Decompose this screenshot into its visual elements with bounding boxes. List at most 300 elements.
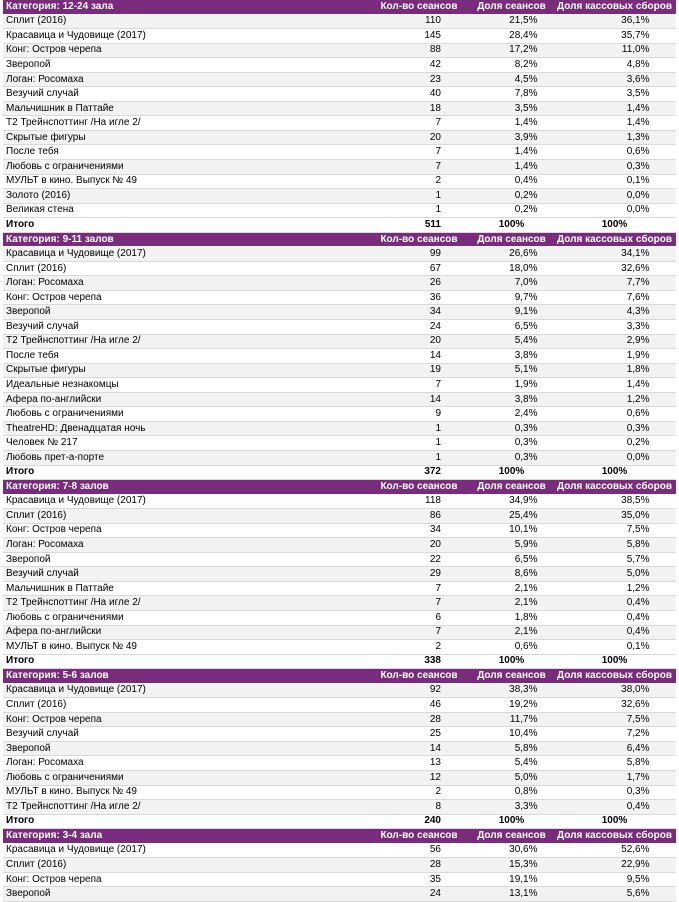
film-title: Великая стена [3, 203, 368, 218]
session-share-value: 4,5% [514, 73, 538, 85]
session-share [470, 247, 553, 262]
box-office-share-value: 5,7% [626, 553, 650, 565]
session-count-value: 36 [429, 291, 441, 303]
table-row [3, 610, 676, 625]
table-row [3, 494, 676, 509]
session-count-value: 86 [429, 509, 441, 521]
session-share-value: 38,3% [509, 684, 538, 696]
box-office-share-value: 4,8% [626, 58, 650, 70]
box-office-share [553, 523, 676, 538]
film-title: Сплит (2016) [3, 14, 368, 29]
box-office-share-value: 35,0% [621, 509, 650, 521]
film-title: Т2 Трейнспоттинг /На игле 2/ [3, 800, 368, 815]
session-count [368, 756, 470, 771]
box-office-share-value: 32,6% [621, 699, 650, 711]
table-row [3, 567, 676, 582]
session-share-value: 1,4% [514, 117, 538, 129]
film-title: Т2 Трейнспоттинг /На игле 2/ [3, 596, 368, 611]
box-office-share [553, 247, 676, 262]
category-header [3, 0, 676, 14]
session-share-value: 17,2% [509, 44, 538, 56]
box-office-share-value: 0,2% [626, 437, 650, 449]
table-row [3, 29, 676, 44]
table-row [3, 334, 676, 349]
total-label: Итого [3, 465, 368, 480]
category-title: Категория: 5-6 залов [3, 669, 368, 684]
box-office-share [553, 58, 676, 73]
box-office-share [553, 581, 676, 596]
box-office-share-value: 52,6% [621, 844, 650, 856]
session-share-value: 0,3% [514, 451, 538, 463]
table-row [3, 189, 676, 204]
box-office-share-value: 1,4% [626, 117, 650, 129]
film-title: TheatreHD: Двенадцатая ночь [3, 421, 368, 436]
session-count-value: 56 [429, 844, 441, 856]
box-office-share [553, 727, 676, 742]
box-office-share-value: 0,1% [626, 175, 650, 187]
session-count-value: 7 [435, 117, 441, 129]
table-row [3, 683, 676, 698]
box-office-share-value: 0,0% [626, 189, 650, 201]
box-office-share-value: 6,4% [626, 742, 650, 754]
film-title: Логан: Росомаха [3, 756, 368, 771]
box-office-share [553, 567, 676, 582]
box-office-share [553, 378, 676, 393]
table-row [3, 843, 676, 858]
session-share-value: 1,9% [514, 378, 538, 390]
session-count-value: 34 [429, 306, 441, 318]
session-count-value: 1 [435, 189, 441, 201]
session-share [470, 145, 553, 160]
column-header-sessions: Кол-во сеансов [368, 480, 470, 495]
film-title: Любовь с ограничениями [3, 407, 368, 422]
box-office-share-value: 1,7% [626, 771, 650, 783]
category-title: Категория: 3-4 зала [3, 829, 368, 844]
session-share [470, 494, 553, 509]
column-header-sessions: Кол-во сеансов [368, 232, 470, 247]
table-row [3, 261, 676, 276]
session-count [368, 683, 470, 698]
film-title: Везучий случай [3, 87, 368, 102]
total-box-value: 100% [601, 466, 628, 478]
box-office-share-value: 0,6% [626, 146, 650, 158]
total-share-value: 100% [498, 218, 525, 230]
total-row [3, 654, 676, 669]
session-share [470, 14, 553, 29]
box-office-share [553, 87, 676, 102]
session-share-value: 9,1% [514, 306, 538, 318]
session-count-value: 19 [429, 364, 441, 376]
session-share [470, 785, 553, 800]
session-share-value: 0,3% [514, 422, 538, 434]
session-share [470, 29, 553, 44]
box-office-share-value: 0,3% [626, 786, 650, 798]
box-office-share-value: 11,0% [621, 44, 650, 56]
column-header-box: Доля кассовых сборов [553, 829, 676, 844]
session-share-value: 5,4% [514, 757, 538, 769]
session-count-value: 67 [429, 262, 441, 274]
table-row [3, 872, 676, 887]
session-share-value: 28,4% [509, 29, 538, 41]
box-office-share-value: 7,7% [626, 277, 650, 289]
box-office-share [553, 596, 676, 611]
session-share-value: 0,2% [514, 189, 538, 201]
category-header [3, 480, 676, 495]
box-office-share-value: 1,3% [626, 131, 650, 143]
session-count [368, 581, 470, 596]
session-share-value: 6,5% [514, 320, 538, 332]
box-office-share [553, 189, 676, 204]
session-count [368, 785, 470, 800]
session-share-value: 26,6% [509, 248, 538, 260]
film-title: Конг: Остров черепа [3, 290, 368, 305]
box-office-share [553, 72, 676, 87]
session-share-value: 0,3% [514, 437, 538, 449]
cinema-stats-sheet [3, 0, 676, 902]
box-office-share [553, 538, 676, 553]
film-title: Любовь с ограничениями [3, 160, 368, 175]
total-row [3, 814, 676, 829]
box-office-share-value: 22,9% [621, 859, 650, 871]
session-count [368, 450, 470, 465]
session-share-value: 3,8% [514, 393, 538, 405]
session-count [368, 596, 470, 611]
box-office-share [553, 741, 676, 756]
session-count [368, 843, 470, 858]
film-title: Конг: Остров черепа [3, 872, 368, 887]
box-office-share [553, 698, 676, 713]
session-count [368, 349, 470, 364]
session-count [368, 538, 470, 553]
box-office-share [553, 712, 676, 727]
session-count-value: 40 [429, 88, 441, 100]
box-office-share [553, 392, 676, 407]
session-count [368, 334, 470, 349]
session-share-value: 0,2% [514, 204, 538, 216]
table-row [3, 538, 676, 553]
table-row [3, 421, 676, 436]
table-row [3, 58, 676, 73]
table-row [3, 640, 676, 655]
film-title: После тебя [3, 349, 368, 364]
box-office-share-value: 38,5% [621, 495, 650, 507]
session-count-value: 6 [435, 611, 441, 623]
session-share [470, 727, 553, 742]
box-office-share [553, 610, 676, 625]
box-office-share [553, 552, 676, 567]
table-row [3, 43, 676, 58]
total-box [553, 465, 676, 480]
session-count [368, 116, 470, 131]
box-office-share-value: 38,0% [621, 684, 650, 696]
total-share [470, 654, 553, 669]
box-office-share-value: 0,1% [626, 640, 650, 652]
box-office-share-value: 32,6% [621, 262, 650, 274]
box-office-share-value: 1,9% [626, 349, 650, 361]
session-count [368, 392, 470, 407]
session-count-value: 20 [429, 131, 441, 143]
session-share-value: 34,9% [509, 495, 538, 507]
box-office-share-value: 7,6% [626, 291, 650, 303]
film-title: Сплит (2016) [3, 261, 368, 276]
session-share-value: 3,3% [514, 800, 538, 812]
session-count [368, 640, 470, 655]
film-title: Скрытые фигуры [3, 130, 368, 145]
session-share-value: 2,4% [514, 408, 538, 420]
table-row [3, 450, 676, 465]
session-share-value: 0,4% [514, 175, 538, 187]
film-title: Человек № 217 [3, 436, 368, 451]
session-share [470, 58, 553, 73]
total-sessions [368, 218, 470, 233]
column-header-sessions: Кол-во сеансов [368, 0, 470, 14]
session-share-value: 6,5% [514, 553, 538, 565]
session-share-value: 5,1% [514, 364, 538, 376]
session-share-value: 5,8% [514, 742, 538, 754]
box-office-share [553, 421, 676, 436]
session-share-value: 18,0% [509, 262, 538, 274]
film-title: Золото (2016) [3, 189, 368, 204]
box-office-share [553, 509, 676, 524]
session-count-value: 34 [429, 524, 441, 536]
box-office-share-value: 0,6% [626, 408, 650, 420]
table-row [3, 887, 676, 902]
session-share-value: 2,1% [514, 626, 538, 638]
table-row [3, 130, 676, 145]
film-title: Афера по-английски [3, 625, 368, 640]
category-header [3, 829, 676, 844]
box-office-share-value: 36,1% [621, 15, 650, 27]
box-office-share [553, 843, 676, 858]
session-share-value: 3,8% [514, 349, 538, 361]
session-count-value: 99 [429, 248, 441, 260]
box-office-share [553, 450, 676, 465]
box-office-share [553, 858, 676, 873]
session-count [368, 800, 470, 815]
session-count-value: 20 [429, 335, 441, 347]
session-count [368, 552, 470, 567]
total-sessions [368, 814, 470, 829]
table-row [3, 625, 676, 640]
film-title: Скрытые фигуры [3, 363, 368, 378]
box-office-share-value: 1,8% [626, 364, 650, 376]
box-office-share-value: 3,5% [626, 88, 650, 100]
total-box [553, 654, 676, 669]
box-office-share [553, 43, 676, 58]
session-count-value: 88 [429, 44, 441, 56]
total-label: Итого [3, 654, 368, 669]
session-count-value: 2 [435, 786, 441, 798]
session-share-value: 0,6% [514, 640, 538, 652]
session-share [470, 872, 553, 887]
session-share [470, 581, 553, 596]
film-title: Сплит (2016) [3, 858, 368, 873]
session-share-value: 1,4% [514, 146, 538, 158]
session-count-value: 2 [435, 640, 441, 652]
box-office-share [553, 261, 676, 276]
total-row [3, 465, 676, 480]
session-share [470, 610, 553, 625]
session-share-value: 3,5% [514, 102, 538, 114]
box-office-share [553, 683, 676, 698]
session-share [470, 116, 553, 131]
session-share-value: 21,5% [509, 15, 538, 27]
box-office-share [553, 887, 676, 902]
session-share-value: 5,4% [514, 335, 538, 347]
session-count [368, 712, 470, 727]
box-office-share-value: 9,5% [626, 873, 650, 885]
film-title: Красавица и Чудовище (2017) [3, 683, 368, 698]
box-office-share [553, 320, 676, 335]
box-office-share [553, 872, 676, 887]
session-share [470, 290, 553, 305]
session-count [368, 363, 470, 378]
box-office-share [553, 29, 676, 44]
session-count-value: 1 [435, 451, 441, 463]
session-count [368, 43, 470, 58]
box-office-share-value: 0,4% [626, 800, 650, 812]
session-share-value: 0,8% [514, 786, 538, 798]
table-row [3, 770, 676, 785]
box-office-share-value: 5,6% [626, 888, 650, 900]
table-row [3, 741, 676, 756]
session-count [368, 305, 470, 320]
session-count [368, 160, 470, 175]
session-count-value: 26 [429, 277, 441, 289]
session-count [368, 770, 470, 785]
table-row [3, 727, 676, 742]
box-office-share-value: 5,8% [626, 757, 650, 769]
box-office-share [553, 276, 676, 291]
total-share-value: 100% [498, 815, 525, 827]
box-office-share-value: 7,2% [626, 728, 650, 740]
total-sessions [368, 654, 470, 669]
table-row [3, 407, 676, 422]
session-count [368, 625, 470, 640]
session-count-value: 14 [429, 742, 441, 754]
box-office-share [553, 145, 676, 160]
box-office-share-value: 1,2% [626, 582, 650, 594]
session-count-value: 20 [429, 539, 441, 550]
film-title: Красавица и Чудовище (2017) [3, 247, 368, 262]
session-share [470, 378, 553, 393]
session-count [368, 523, 470, 538]
film-title: Зверопой [3, 741, 368, 756]
session-count [368, 407, 470, 422]
session-count [368, 130, 470, 145]
session-count-value: 22 [429, 553, 441, 565]
column-header-share: Доля сеансов [470, 829, 553, 844]
film-title: Логан: Росомаха [3, 276, 368, 291]
table-row [3, 800, 676, 815]
session-count [368, 567, 470, 582]
category-header [3, 669, 676, 684]
column-header-share: Доля сеансов [470, 232, 553, 247]
session-count [368, 174, 470, 189]
column-header-box: Доля кассовых сборов [553, 480, 676, 495]
table-row [3, 174, 676, 189]
film-title: Зверопой [3, 552, 368, 567]
box-office-share-value: 0,4% [626, 611, 650, 623]
box-office-share-value: 0,0% [626, 451, 650, 463]
table-row [3, 305, 676, 320]
session-count-value: 92 [429, 684, 441, 696]
session-count [368, 872, 470, 887]
session-share [470, 320, 553, 335]
session-count [368, 145, 470, 160]
session-share [470, 552, 553, 567]
session-share [470, 596, 553, 611]
box-office-share-value: 0,4% [626, 626, 650, 638]
session-share [470, 858, 553, 873]
film-title: Любовь с ограничениями [3, 770, 368, 785]
session-count-value: 23 [429, 73, 441, 85]
session-count-value: 46 [429, 699, 441, 711]
box-office-share [553, 640, 676, 655]
session-count [368, 421, 470, 436]
category-title: Категория: 7-8 залов [3, 480, 368, 495]
box-office-share [553, 174, 676, 189]
session-count-value: 24 [429, 320, 441, 332]
session-count-value: 14 [429, 349, 441, 361]
session-share [470, 843, 553, 858]
session-share-value: 3,9% [514, 131, 538, 143]
session-count [368, 72, 470, 87]
box-office-share-value: 7,5% [626, 713, 650, 725]
box-office-share-value: 3,3% [626, 320, 650, 332]
session-count [368, 203, 470, 218]
box-office-share [553, 160, 676, 175]
session-count [368, 101, 470, 116]
session-share-value: 11,7% [509, 713, 538, 725]
box-office-share-value: 0,3% [626, 160, 650, 172]
session-share [470, 334, 553, 349]
box-office-share-value: 3,6% [626, 73, 650, 85]
film-title: После тебя [3, 145, 368, 160]
table-row [3, 756, 676, 771]
session-count-value: 18 [429, 102, 441, 114]
film-title: Идеальные незнакомцы [3, 378, 368, 393]
box-office-share-value: 1,4% [626, 378, 650, 390]
film-title: Любовь прет-а-порте [3, 450, 368, 465]
box-office-share [553, 494, 676, 509]
session-share-value: 15,3% [509, 859, 538, 871]
total-share-value: 100% [498, 655, 525, 667]
session-share [470, 160, 553, 175]
film-title: Т2 Трейнспоттинг /На игле 2/ [3, 334, 368, 349]
session-share-value: 2,1% [514, 582, 538, 594]
session-count [368, 698, 470, 713]
total-sessions-value: 372 [424, 466, 441, 478]
session-share-value: 7,0% [514, 277, 538, 289]
film-title: Везучий случай [3, 567, 368, 582]
film-title: Зверопой [3, 305, 368, 320]
table-row [3, 436, 676, 451]
table-row [3, 392, 676, 407]
session-share-value: 10,4% [509, 728, 538, 740]
table-row [3, 14, 676, 29]
session-share-value: 8,6% [514, 568, 538, 580]
session-share-value: 9,7% [514, 291, 538, 303]
session-count [368, 509, 470, 524]
box-office-share [553, 305, 676, 320]
session-share [470, 203, 553, 218]
box-office-share-value: 34,1% [621, 248, 650, 260]
box-office-share [553, 363, 676, 378]
box-office-share [553, 14, 676, 29]
session-share [470, 392, 553, 407]
session-count [368, 290, 470, 305]
